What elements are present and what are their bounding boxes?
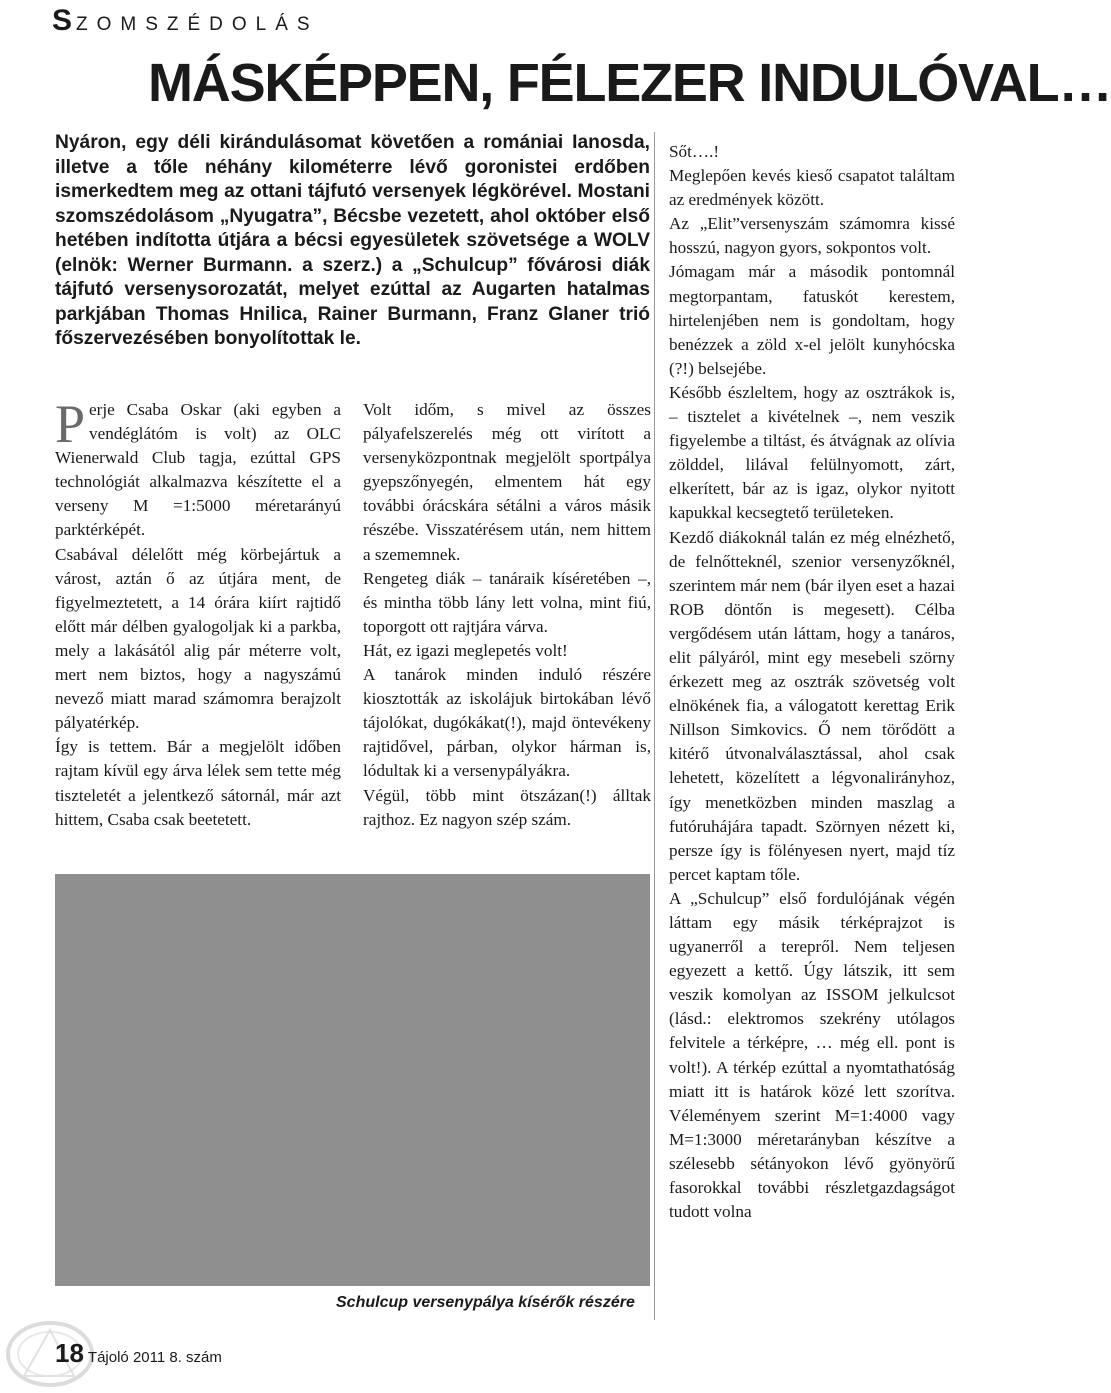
section-initial: S xyxy=(52,4,73,37)
paragraph: Csabával délelőtt még körbejártuk a várost, aztán ő az útjára ment, de figyelmeztetett, a 14 órára kiírt rajtidő előtt már délben gyalogoljak ki a parkba, mely a lakásától alig pár méterre volt, mert nem biztos, hogy a nagyszámú nevező miatt marad számomra berajzolt pályatérkép. xyxy=(55,544,341,733)
paragraph: Rengeteg diák – tanáraik kíséretében –, és mintha több lány lett volna, mint fiú, toporgott ott rajtjára várva. xyxy=(363,568,651,636)
photo-placeholder xyxy=(55,874,650,1286)
paragraph: A tanárok minden induló részére kiosztották az iskolájuk birtokában lévő tájolókat, dugókákat(!), majd öntevékeny rajtidővel, párban, olykor hárman is, lódultak ki a versenypályákra. xyxy=(363,665,651,781)
paragraph: Meglepően kevés kieső csapatot találtam az eredmények között. xyxy=(669,166,955,210)
paragraph xyxy=(55,394,341,543)
section-label: ZOMSZÉDOLÁS xyxy=(76,14,319,35)
paragraph: A „Schulcup” első fordulójának végén láttam egy másik térképrajzot is ugyanerről a terepről. Nem teljesen egyezett a kettő. Úgy látszik, itt sem veszik komolyan az ISSOM jelkulcsot (lásd.: elektromos szekrény utólagos felvitele a térképre, … még ell. pont is volt!). A térkép ezúttal a nyomtathatóság miatt itt is határok közé lett szorítva. Véleményem szerint M=1:4000 vagy M=1:3000 méretarányban készítve a szélesebb sétányokon lévő gyönyörű fasorokkal további részletgazdagságot tudott volna xyxy=(669,888,955,1222)
paragraph: Kezdő diákoknál talán ez még elnézhető, de felnőtteknél, szenior versenyzőknél, szerintem már nem (bár ilyen eset a hazai ROB döntőn is megesett). Célba vergődésem után láttam, hogy a tanáros, elit pályáról, mint egy mesebeli szörny érkezett meg az osztrák szövetség volt elnökének fia, a válogatott kerettag Erik Nillson Simkovics. Ő nem törődött a kitérő útvonalválasztással, ahol csak lehetett, közelített a légvonalirányhoz, így menetközben minden maszlag a futóruhájára tapadt. Szörnyen nézett ki, persze így is fölényesen nyert, majd tíz percet kaptam tőle. xyxy=(669,527,955,884)
section-heading xyxy=(52,4,319,38)
paragraph: Végül, több mint ötszázan(!) álltak rajthoz. Ez nagyon szép szám. xyxy=(363,785,651,829)
photo-caption: Schulcup versenypálya kísérők részére xyxy=(336,1294,635,1311)
paragraph: Az „Elit”versenyszám számomra kissé hosszú, nagyon gyors, sokpontos volt. xyxy=(669,214,955,258)
paragraph: Így is tettem. Bár a megjelölt időben rajtam kívül egy árva lélek sem tette még tiszteletét a jelentkező sátornál, már azt hittem, Csaba csak beetetett. xyxy=(55,737,341,829)
drop-cap: P xyxy=(55,394,86,454)
body-column-3 xyxy=(669,140,955,1224)
paragraph: Jómagam már a második pontomnál megtorpantam, fatuskót kerestem, hirtelenjében nem is gondoltam, hogy benézzek a zöld x-el jelölt kunyhócska (?!) belsejébe. xyxy=(669,262,955,378)
lead-paragraph: Nyáron, egy déli kirándulásomat követően a romániai Ianosda, illetve a tőle néhány kilométerre lévő goronistei erdőben ismerkedtem meg az ottani tájfutó versenyek légkörével. Mostani szomszédolásom „Nyugatra”, Bécsbe vezetett, ahol október első hetében indította útjára a bécsi egyesületek szövetsége a WOLV (elnök: Werner Burmann. a szerz.) a „Schulcup” fővárosi diák tájfutó versenysorozatát, melyet ezúttal az Augarten hatalmas parkjában Thomas Hnilica, Rainer Burmann, Franz Glaner trió főszervezésében bonyolítottak le. xyxy=(55,132,650,349)
paragraph: Volt időm, s mivel az összes pályafelszerelés még ott virított a versenyközpontnak megjelölt sportpálya gyepszőnyegén, elmentem hát egy további órácskára sétálni a város másik részébe. Visszatérésem után, nem hittem a szememnek. xyxy=(363,400,651,564)
paragraph-text: erje Csaba Oskar (aki egyben a vendéglátóm is volt) az OLC Wienerwald Club tagja, ezúttal GPS technológiát alkalmazva készítette el a verseny M =1:5000 méretarányú parktérképét. xyxy=(55,400,341,540)
paragraph: Később észleltem, hogy az osztrákok is, – tisztelet a kivételnek –, nem veszik figyelembe a tiltást, és átvágnak az olívia zölddel, lilával felülnyomott, zárt, elkerített, bár az is igaz, olykor nyitott kapukkal kecsegtető területeken. xyxy=(669,382,955,523)
publication-label: Tájoló 2011 8. szám xyxy=(87,1349,222,1366)
paragraph: Hát, ez igazi meglepetés volt! xyxy=(363,640,568,660)
page-footer xyxy=(55,1338,222,1369)
body-column-1 xyxy=(55,394,341,832)
column-divider xyxy=(654,132,655,1320)
body-column-2 xyxy=(363,398,651,832)
page-number: 18 xyxy=(55,1338,84,1368)
paragraph: Sőt….! xyxy=(669,142,720,161)
article-title: MÁSKÉPPEN, FÉLEZER INDULÓVAL… xyxy=(148,53,1111,113)
